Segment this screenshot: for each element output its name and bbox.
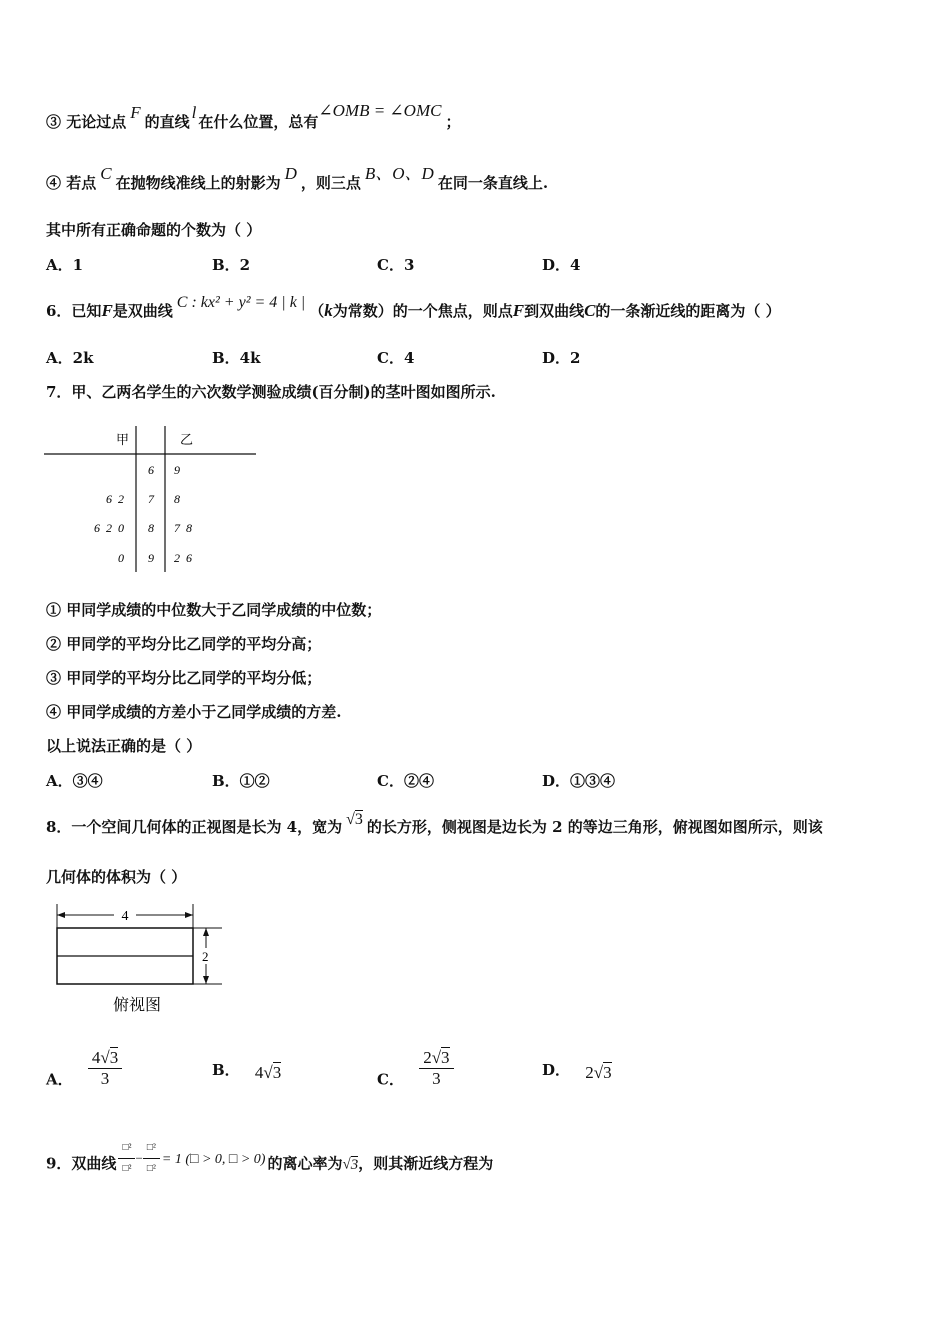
q7-question: 以上说法正确的是（ ） bbox=[46, 737, 202, 755]
q6-option-b[interactable]: B．4k bbox=[212, 349, 261, 367]
q9-formula-image: $\frac{\text{□²}}{\text{□²}}$ − $\frac{\text{□²}}{\text{□²}}$ = 1 (□ > 0, □ > 0) bbox=[118, 1138, 265, 1179]
top-view-figure bbox=[52, 904, 227, 1018]
stem-leaf-plot bbox=[44, 424, 260, 574]
q5-statement-3: ③ 无论过点 F 的直线 l 在什么位置，总有∠OMB = ∠OMC； bbox=[46, 101, 461, 131]
q5-option-b[interactable]: B．2 bbox=[212, 256, 251, 274]
q8-sqrt3: √3 bbox=[346, 811, 363, 828]
q7-statement-2: ② 甲同学的平均分比乙同学的平均分高； bbox=[46, 635, 322, 653]
plot-stem: 7 bbox=[148, 492, 154, 506]
q7-option-c[interactable]: C．②④ bbox=[377, 772, 434, 790]
q9-question: 9．双曲线 $\frac{\text{□²}}{\text{□²}}$ − $\frac{\text{□²}}{\text{□²}}$ = 1 (□ > 0, □ > 0) 的离心率为√3，则其渐近线方程为 bbox=[46, 1144, 493, 1185]
plot-leaf-left: 6 2 0 bbox=[94, 521, 124, 535]
plot-leaf-right: 7 8 bbox=[174, 521, 192, 535]
q5-statement-4: ④ 若点 C 在抛物线准线上的射影为 D ，则三点 B、O、D 在同一条直线上. bbox=[46, 164, 549, 192]
plot-stem: 6 bbox=[148, 463, 154, 477]
q8-question-line1: 8．一个空间几何体的正视图是长为 4，宽为 √3 的长方形，侧视图是边长为 2 的等边三角形，俯视图如图所示，则该 bbox=[46, 811, 823, 836]
height-label: 2 bbox=[202, 949, 209, 964]
q8-option-d[interactable]: D． 2√3 bbox=[542, 1061, 612, 1082]
q8-option-c[interactable]: C． $\frac{2√3}{3}$ bbox=[377, 1060, 454, 1101]
plot-leaf-right: 8 bbox=[174, 492, 180, 506]
q6-option-d[interactable]: D．2 bbox=[542, 349, 581, 367]
q8-option-a[interactable]: A． $\frac{4√3}{3}$ bbox=[46, 1060, 122, 1101]
q7-statement-3: ③ 甲同学的平均分比乙同学的平均分低； bbox=[46, 669, 322, 687]
q8-options bbox=[46, 1048, 926, 1088]
plot-stem: 8 bbox=[148, 521, 154, 535]
q7-title: 7．甲、乙两名学生的六次数学测验成绩(百分制)的茎叶图如图所示. bbox=[46, 383, 496, 401]
q7-option-a[interactable]: A．③④ bbox=[46, 772, 103, 790]
q6-option-c[interactable]: C．4 bbox=[377, 349, 415, 367]
plot-leaf-right: 2 6 bbox=[174, 551, 192, 565]
figure-caption: 俯视图 bbox=[112, 997, 162, 1014]
q7-statement-1: ① 甲同学成绩的中位数大于乙同学成绩的中位数； bbox=[46, 601, 382, 619]
q8-option-b[interactable]: B． 4√3 bbox=[212, 1061, 282, 1082]
q6-option-a[interactable]: A．2k bbox=[46, 349, 94, 367]
plot-leaf-left: 6 2 bbox=[106, 492, 124, 506]
q7-option-d[interactable]: D．①③④ bbox=[542, 772, 616, 790]
width-label: 4 bbox=[121, 909, 129, 924]
q6-formula: C : kx² + y² = 4 | k | bbox=[176, 294, 306, 311]
q5-option-d[interactable]: D．4 bbox=[542, 256, 581, 274]
plot-leaf-right: 9 bbox=[174, 463, 180, 477]
q6-question: 6．已知F是双曲线 C : kx² + y² = 4 | k | （k为常数）的一个焦点，则点F到双曲线C的一条渐近线的距离为（ ） bbox=[46, 294, 781, 320]
q7-statement-4: ④ 甲同学成绩的方差小于乙同学成绩的方差. bbox=[46, 703, 342, 721]
plot-leaf-left: 0 bbox=[118, 551, 124, 565]
q5-option-c[interactable]: C．3 bbox=[377, 256, 415, 274]
plot-left-header: 甲 bbox=[116, 432, 130, 447]
q7-option-b[interactable]: B．①② bbox=[212, 772, 270, 790]
q8-question-line2: 几何体的体积为（ ） bbox=[46, 868, 187, 886]
q5-option-a[interactable]: A．1 bbox=[46, 256, 84, 274]
plot-right-header: 乙 bbox=[180, 432, 194, 447]
q5-question: 其中所有正确命题的个数为（ ） bbox=[46, 221, 262, 239]
plot-stem: 9 bbox=[148, 551, 154, 565]
